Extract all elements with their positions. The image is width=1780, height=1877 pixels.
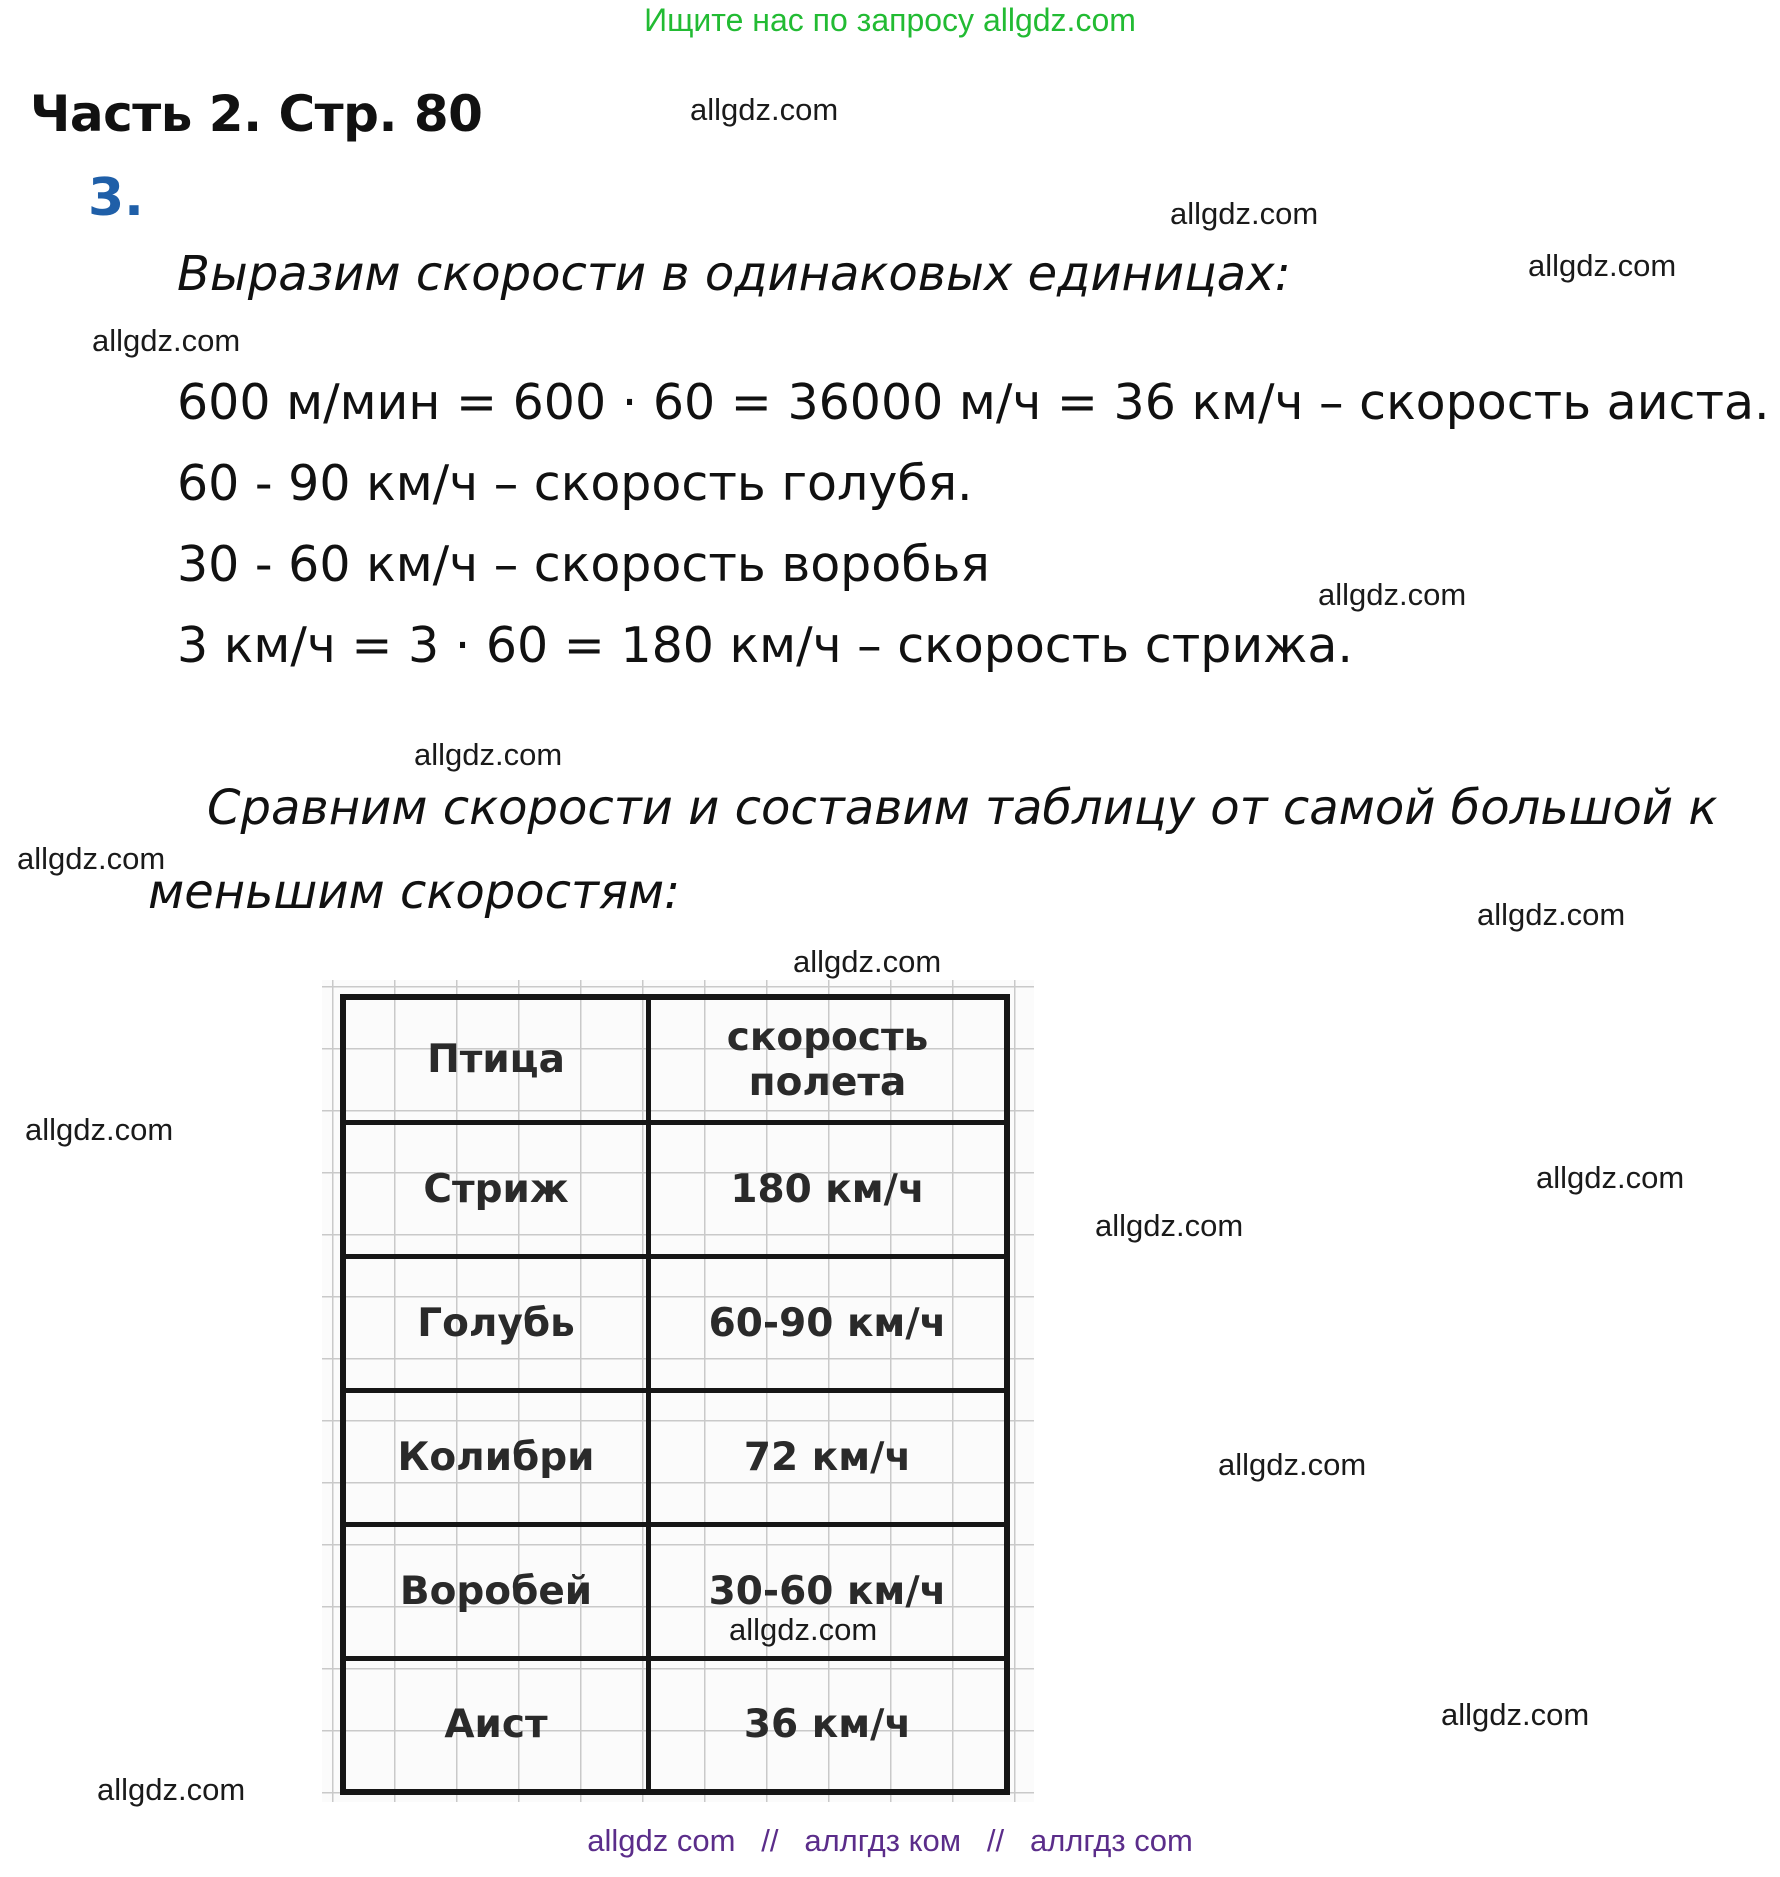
table-row (343, 1122, 1007, 1256)
header-bird: Птица (343, 997, 649, 1122)
header-speed: скорость полета (649, 997, 1008, 1122)
bird-name: Колибри (343, 1390, 649, 1524)
footer-part3: аллгдз com (1029, 1823, 1193, 1858)
footer-separator: // (761, 1823, 779, 1858)
bird-speed: 60-90 км/ч (649, 1256, 1008, 1390)
watermark: allgdz.com (1318, 577, 1467, 612)
bird-name: Стриж (343, 1122, 649, 1256)
footer-part1: allgdz com (587, 1823, 736, 1858)
watermark: allgdz.com (1528, 248, 1677, 283)
watermark: allgdz.com (1095, 1208, 1244, 1243)
table-row (343, 1390, 1007, 1524)
compare-text-line1: Сравним скорости и составим таблицу от самой большой к (207, 780, 1718, 836)
watermark: allgdz.com (1441, 1697, 1590, 1732)
compare-text-line2: меньшим скоростям: (148, 864, 681, 920)
table-row (343, 1524, 1007, 1658)
watermark: allgdz.com (17, 841, 166, 876)
bird-speed: 36 км/ч (649, 1658, 1008, 1792)
calc-line-stork: 600 м/мин = 600 · 60 = 36000 м/ч = 36 км/ч – скорость аиста. (177, 374, 1770, 431)
watermark: allgdz.com (25, 1112, 174, 1147)
watermark: allgdz.com (1477, 897, 1626, 932)
calc-line-sparrow: 30 - 60 км/ч – скорость воробья (177, 536, 990, 593)
table-row (343, 1256, 1007, 1390)
speed-table (340, 994, 1010, 1795)
watermark: allgdz.com (729, 1612, 878, 1647)
table-header-row (343, 997, 1007, 1122)
watermark: allgdz.com (1170, 196, 1319, 231)
watermark: allgdz.com (690, 92, 839, 127)
footer-part2: аллгдз ком (804, 1823, 962, 1858)
bird-speed: 30-60 км/ч (649, 1524, 1008, 1658)
footer-watermark (0, 1823, 1780, 1859)
calc-line-pigeon: 60 - 90 км/ч – скорость голубя. (177, 455, 973, 512)
watermark: allgdz.com (414, 737, 563, 772)
watermark: allgdz.com (97, 1772, 246, 1807)
bird-speed: 72 км/ч (649, 1390, 1008, 1524)
speed-table-figure (322, 980, 1034, 1802)
top-banner: Ищите нас по запросу allgdz.com (644, 2, 1136, 38)
watermark: allgdz.com (1536, 1160, 1685, 1195)
task-number: 3. (88, 168, 144, 228)
footer-separator: // (986, 1823, 1005, 1858)
watermark: allgdz.com (92, 323, 241, 358)
bird-speed: 180 км/ч (649, 1122, 1008, 1256)
bird-name: Аист (343, 1658, 649, 1792)
bird-name: Воробей (343, 1524, 649, 1658)
watermark: allgdz.com (793, 944, 942, 979)
watermark: allgdz.com (1218, 1447, 1367, 1482)
bird-name: Голубь (343, 1256, 649, 1390)
table-row (343, 1658, 1007, 1792)
intro-text: Выразим скорости в одинаковых единицах: (177, 246, 1291, 302)
page-heading: Часть 2. Стр. 80 (30, 85, 483, 143)
calc-line-swift: 3 км/ч = 3 · 60 = 180 км/ч – скорость стрижа. (177, 617, 1353, 674)
